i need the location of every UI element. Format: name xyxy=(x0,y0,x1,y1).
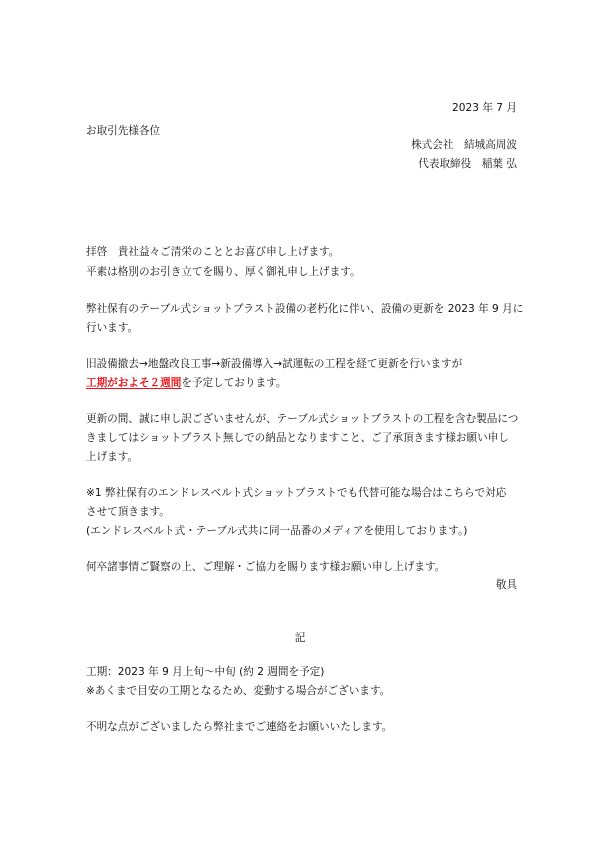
note-line-2: させて頂きます。 xyxy=(86,506,170,518)
paragraph2-line-2 xyxy=(86,378,286,389)
construction-period-highlight: 工期がおよそ２週間 xyxy=(86,377,182,389)
paragraph1-line-2: 行います。 xyxy=(86,322,139,334)
paragraph3-line-2: きましてはショットブラスト無しでの納品となりますこと、ご了承頂きます様お願い申し xyxy=(86,432,509,444)
paragraph2-line-2-rest: を予定しております。 xyxy=(181,377,287,389)
paragraph1-line-1: 弊社保有のテーブル式ショットブラスト設備の老朽化に伴い、設備の更新を 2023 年 9 月に xyxy=(86,303,524,315)
period-line: 工期：2023 年 9 月上旬～中旬 (約 2 週間を予定) xyxy=(86,666,325,678)
keigu-sign-off: 敬具 xyxy=(495,579,517,591)
contact-line: 不明な点がございましたら弊社までご連絡をお願いいたします。 xyxy=(86,721,393,733)
greeting-line-1: 拝啓 貴社益々ご清栄のこととお喜び申し上げます。 xyxy=(86,246,340,258)
representative-name: 代表取締役 稲葉 弘 xyxy=(418,158,517,170)
paragraph3-line-1: 更新の間、誠に申し訳ございませんが、テーブル式ショットブラストの工程を含む製品につ xyxy=(86,413,519,425)
details-heading: 記 xyxy=(294,632,306,644)
note-line-1: ※1 弊社保有のエンドレスベルト式ショットブラストでも代替可能な場合はこちらで対応 xyxy=(86,487,507,499)
company-name: 株式会社 結城高周波 xyxy=(411,139,517,151)
period-note-line: ※あくまで目安の工期となるため、変動する場合がございます。 xyxy=(86,685,391,697)
paragraph2-line-1: 旧設備撤去→地盤改良工事→新設備導入→試運転の工程を経て更新を行いますが xyxy=(86,358,463,370)
recipient-line: お取引先様各位 xyxy=(86,125,161,137)
closing-line: 何卒諸事情ご賢察の上、ご理解・ご協力を賜ります様お願い申し上げます。 xyxy=(86,561,446,573)
note-line-3: (エンドレスベルト式・テーブル式共に同一品番のメディアを使用しております。) xyxy=(86,525,468,537)
paragraph3-line-3: 上げます。 xyxy=(86,451,139,463)
greeting-line-2: 平素は格別のお引き立てを賜り、厚く御礼申し上げます。 xyxy=(86,266,361,278)
document-date: 2023 年 7 月 xyxy=(452,102,517,114)
